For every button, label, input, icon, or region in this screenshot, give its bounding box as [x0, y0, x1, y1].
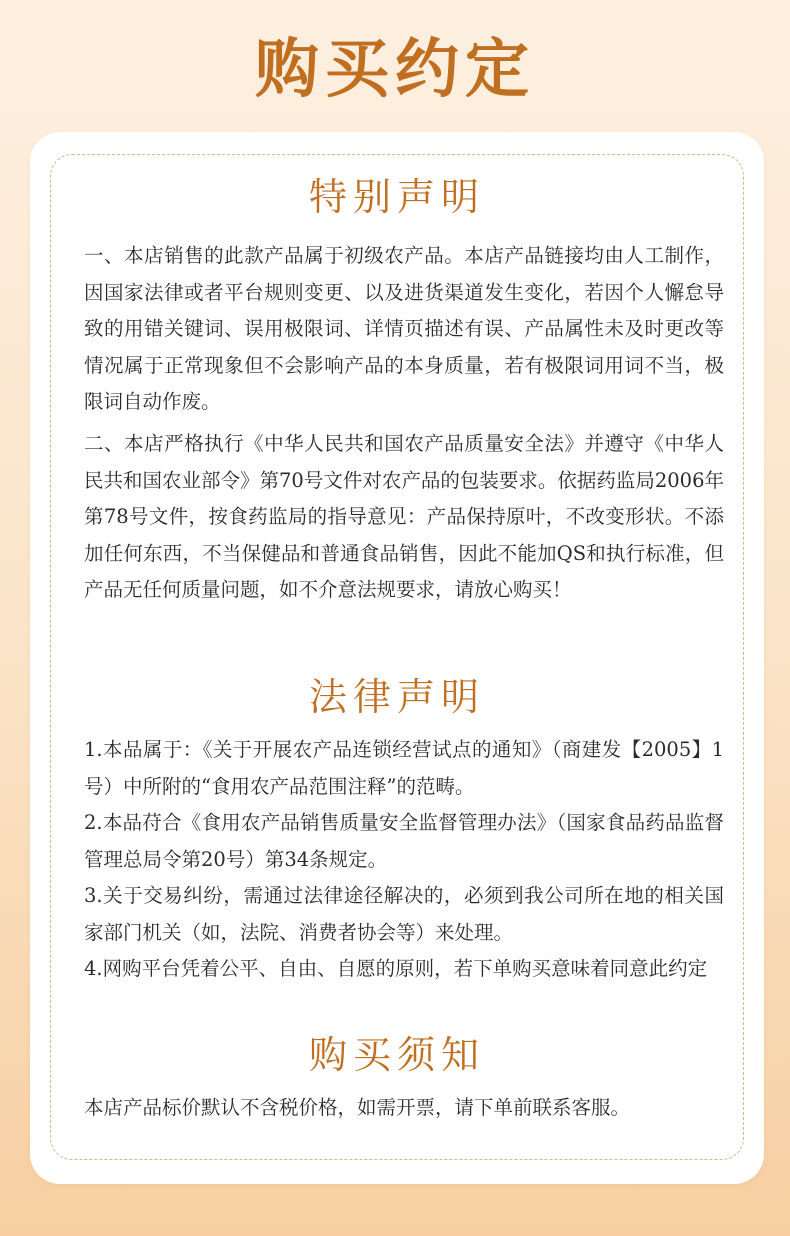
special-statement-title: 特别声明 [308, 175, 485, 219]
purchase-notice-text: 本店产品标价默认不含税价格，如需开票，请下单前联系客服。 [84, 1096, 631, 1119]
special-statement-paragraph-1: 一、本店销售的此款产品属于初级农产品。本店产品链接均由人工制作，因国家法律或者平台规则变更、以及进货渠道发生变化，若因个人懈怠导致的用错关键词、误用极限词、详情页描述有误、产品属性未及时更改等情况属于正常现象但不会影响产品的本身质量，若有极限词用词不当，极限词自动作废。 [84, 244, 724, 413]
purchase-notice-title: 购买须知 [308, 1033, 485, 1077]
legal-item-1: 1.本品属于：《关于开展农产品连锁经营试点的通知》（商建发【2005】1号）中所附的“食用农产品范围注释”的范畴。 [84, 738, 724, 798]
legal-statement-title: 法律声明 [308, 675, 485, 719]
legal-item-4: 4.网购平台凭着公平、自由、自愿的原则，若下单购买意味着同意此约定 [84, 957, 708, 980]
page-title: 购买约定 [255, 33, 535, 107]
agreement-card [30, 132, 764, 1184]
legal-item-3: 3.关于交易纠纷，需通过法律途径解决的，必须到我公司所在地的相关国家部门机关（如，法院、消费者协会等）来处理。 [84, 884, 724, 944]
legal-item-2: 2.本品苻合《食用农产品销售质量安全监督管理办法》（国家食品药品监督管理总局令第20号）第34条规定。 [84, 811, 724, 871]
special-statement-paragraph-2: 二、本店严格执行《中华人民共和国农产品质量安全法》并遵守《中华人民共和国农业部令》第70号文件对农产品的包装要求。依据药监局2006年第78号文件，按食药监局的指导意见：产品保持原叶，不改变形状。不添加任何东西，不当保健品和普通食品销售，因此不能加QS和执行标准，但产品无任何质量问题，如不介意法规要求，请放心购买！ [84, 432, 724, 601]
